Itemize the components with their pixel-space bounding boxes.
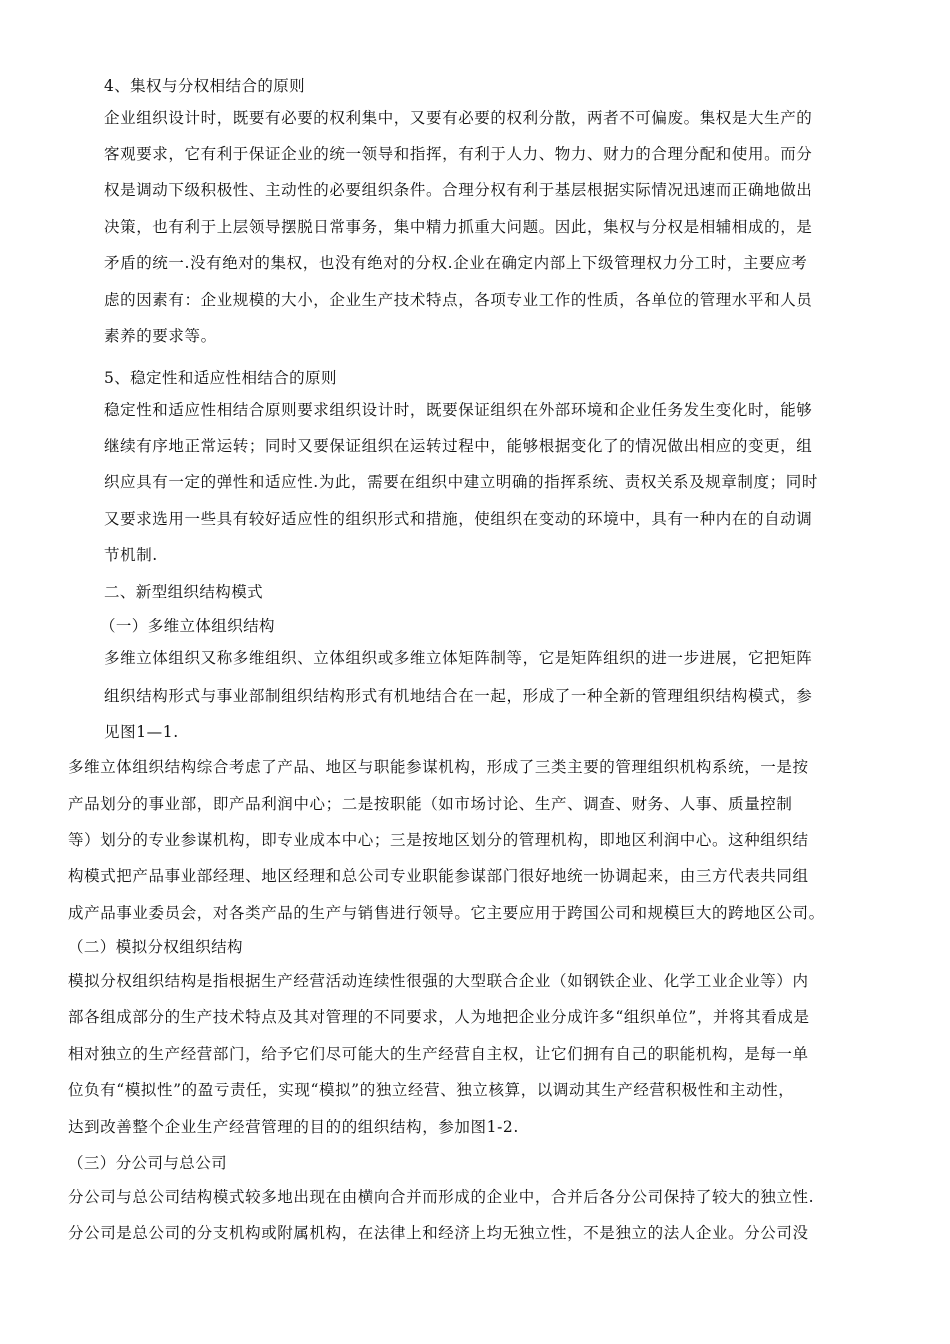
section4-line-7: 素养的要求等。 [104, 327, 217, 345]
section5-line-2: 继续有序地正常运转；同时又要保证组织在运转过程中，能够根据变化了的情况做出相应的变更，组 [104, 437, 813, 455]
sub3-heading: （三）分公司与总公司 [68, 1154, 228, 1172]
section4-line-6: 虑的因素有：企业规模的大小，企业生产技术特点，各项专业工作的性质，各单位的管理水平和人员 [104, 291, 813, 309]
sub1-para2-line-2: 产品划分的事业部，即产品利润中心；二是按职能（如市场讨论、生产、调查、财务、人事、质量控制 [68, 795, 793, 813]
sub3-line-1: 分公司与总公司结构模式较多地出现在由横向合并而形成的企业中，合并后各分公司保持了较大的独立性. [68, 1188, 815, 1206]
sub1-line-2: 组织结构形式与事业部制组织结构形式有机地结合在一起，形成了一种全新的管理组织结构模式，参 [104, 687, 813, 705]
sub1-para2-line-1: 多维立体组织结构综合考虑了产品、地区与职能参谋机构，形成了三类主要的管理组织机构系统，一是按 [68, 758, 809, 776]
sub2-line-4: 位负有“模拟性”的盈亏责任，实现“模拟”的独立经营、独立核算，以调动其生产经营积极性和主动性， [68, 1081, 795, 1099]
sub1-para2-line-3: 等）划分的专业参谋机构，即专业成本中心；三是按地区划分的管理机构，即地区利润中心。这种组织结 [68, 831, 809, 849]
section4-line-3: 权是调动下级积极性、主动性的必要组织条件。合理分权有利于基层根据实际情况迅速而正确地做出 [104, 181, 813, 199]
section4-line-4: 决策，也有利于上层领导摆脱日常事务，集中精力抓重大问题。因此，集权与分权是相辅相成的，是 [104, 218, 813, 236]
sub1-line-3: 见图1—1. [104, 723, 179, 741]
sub3-line-2: 分公司是总公司的分支机构或附属机构，在法律上和经济上均无独立性，不是独立的法人企业。分公司没 [68, 1224, 809, 1242]
sub2-line-1: 模拟分权组织结构是指根据生产经营活动连续性很强的大型联合企业（如钢铁企业、化学工业企业等）内 [68, 972, 809, 990]
sub2-line-5: 达到改善整个企业生产经营管理的目的的组织结构，参加图1-2. [68, 1118, 519, 1136]
sub1-para2-line-4: 构模式把产品事业部经理、地区经理和总公司专业职能参谋部门很好地统一协调起来，由三方代表共同组 [68, 867, 809, 885]
sub1-heading: （一）多维立体组织结构 [100, 617, 275, 635]
section5-line-3: 织应具有一定的弹性和适应性.为此，需要在组织中建立明确的指挥系统、责权关系及规章制度；同时 [104, 473, 818, 491]
section5-line-5: 节机制. [104, 546, 158, 564]
section4-heading: 4、集权与分权相结合的原则 [104, 77, 306, 95]
section5-line-4: 又要求选用一些具有较好适应性的组织形式和措施，使组织在变动的环境中，具有一种内在的自动调 [104, 510, 813, 528]
section4-line-1: 企业组织设计时，既要有必要的权利集中，又要有必要的权利分散，两者不可偏废。集权是大生产的 [104, 109, 813, 127]
section4-line-5: 矛盾的统一.没有绝对的集权，也没有绝对的分权.企业在确定内部上下级管理权力分工时，主要应考 [104, 254, 808, 272]
sub1-para2-line-5: 成产品事业委员会，对各类产品的生产与销售进行领导。它主要应用于跨国公司和规模巨大的跨地区公司。 [68, 904, 825, 922]
sub2-heading: （二）模拟分权组织结构 [68, 938, 243, 956]
section4-line-2: 客观要求，它有利于保证企业的统一领导和指挥，有利于人力、物力、财力的合理分配和使用。而分 [104, 145, 813, 163]
sub2-line-2: 部各组成部分的生产技术特点及其对管理的不同要求，人为地把企业分成许多“组织单位”，并将其看成是 [68, 1008, 810, 1026]
section5-line-1: 稳定性和适应性相结合原则要求组织设计时，既要保证组织在外部环境和企业任务发生变化时，能够 [104, 401, 813, 419]
sub1-line-1: 多维立体组织又称多维组织、立体组织或多维立体矩阵制等，它是矩阵组织的进一步进展，它把矩阵 [104, 649, 813, 667]
part2-heading: 二、新型组织结构模式 [104, 583, 264, 601]
section5-heading: 5、稳定性和适应性相结合的原则 [104, 369, 337, 387]
sub2-line-3: 相对独立的生产经营部门，给予它们尽可能大的生产经营自主权，让它们拥有自己的职能机构，是每一单 [68, 1045, 809, 1063]
